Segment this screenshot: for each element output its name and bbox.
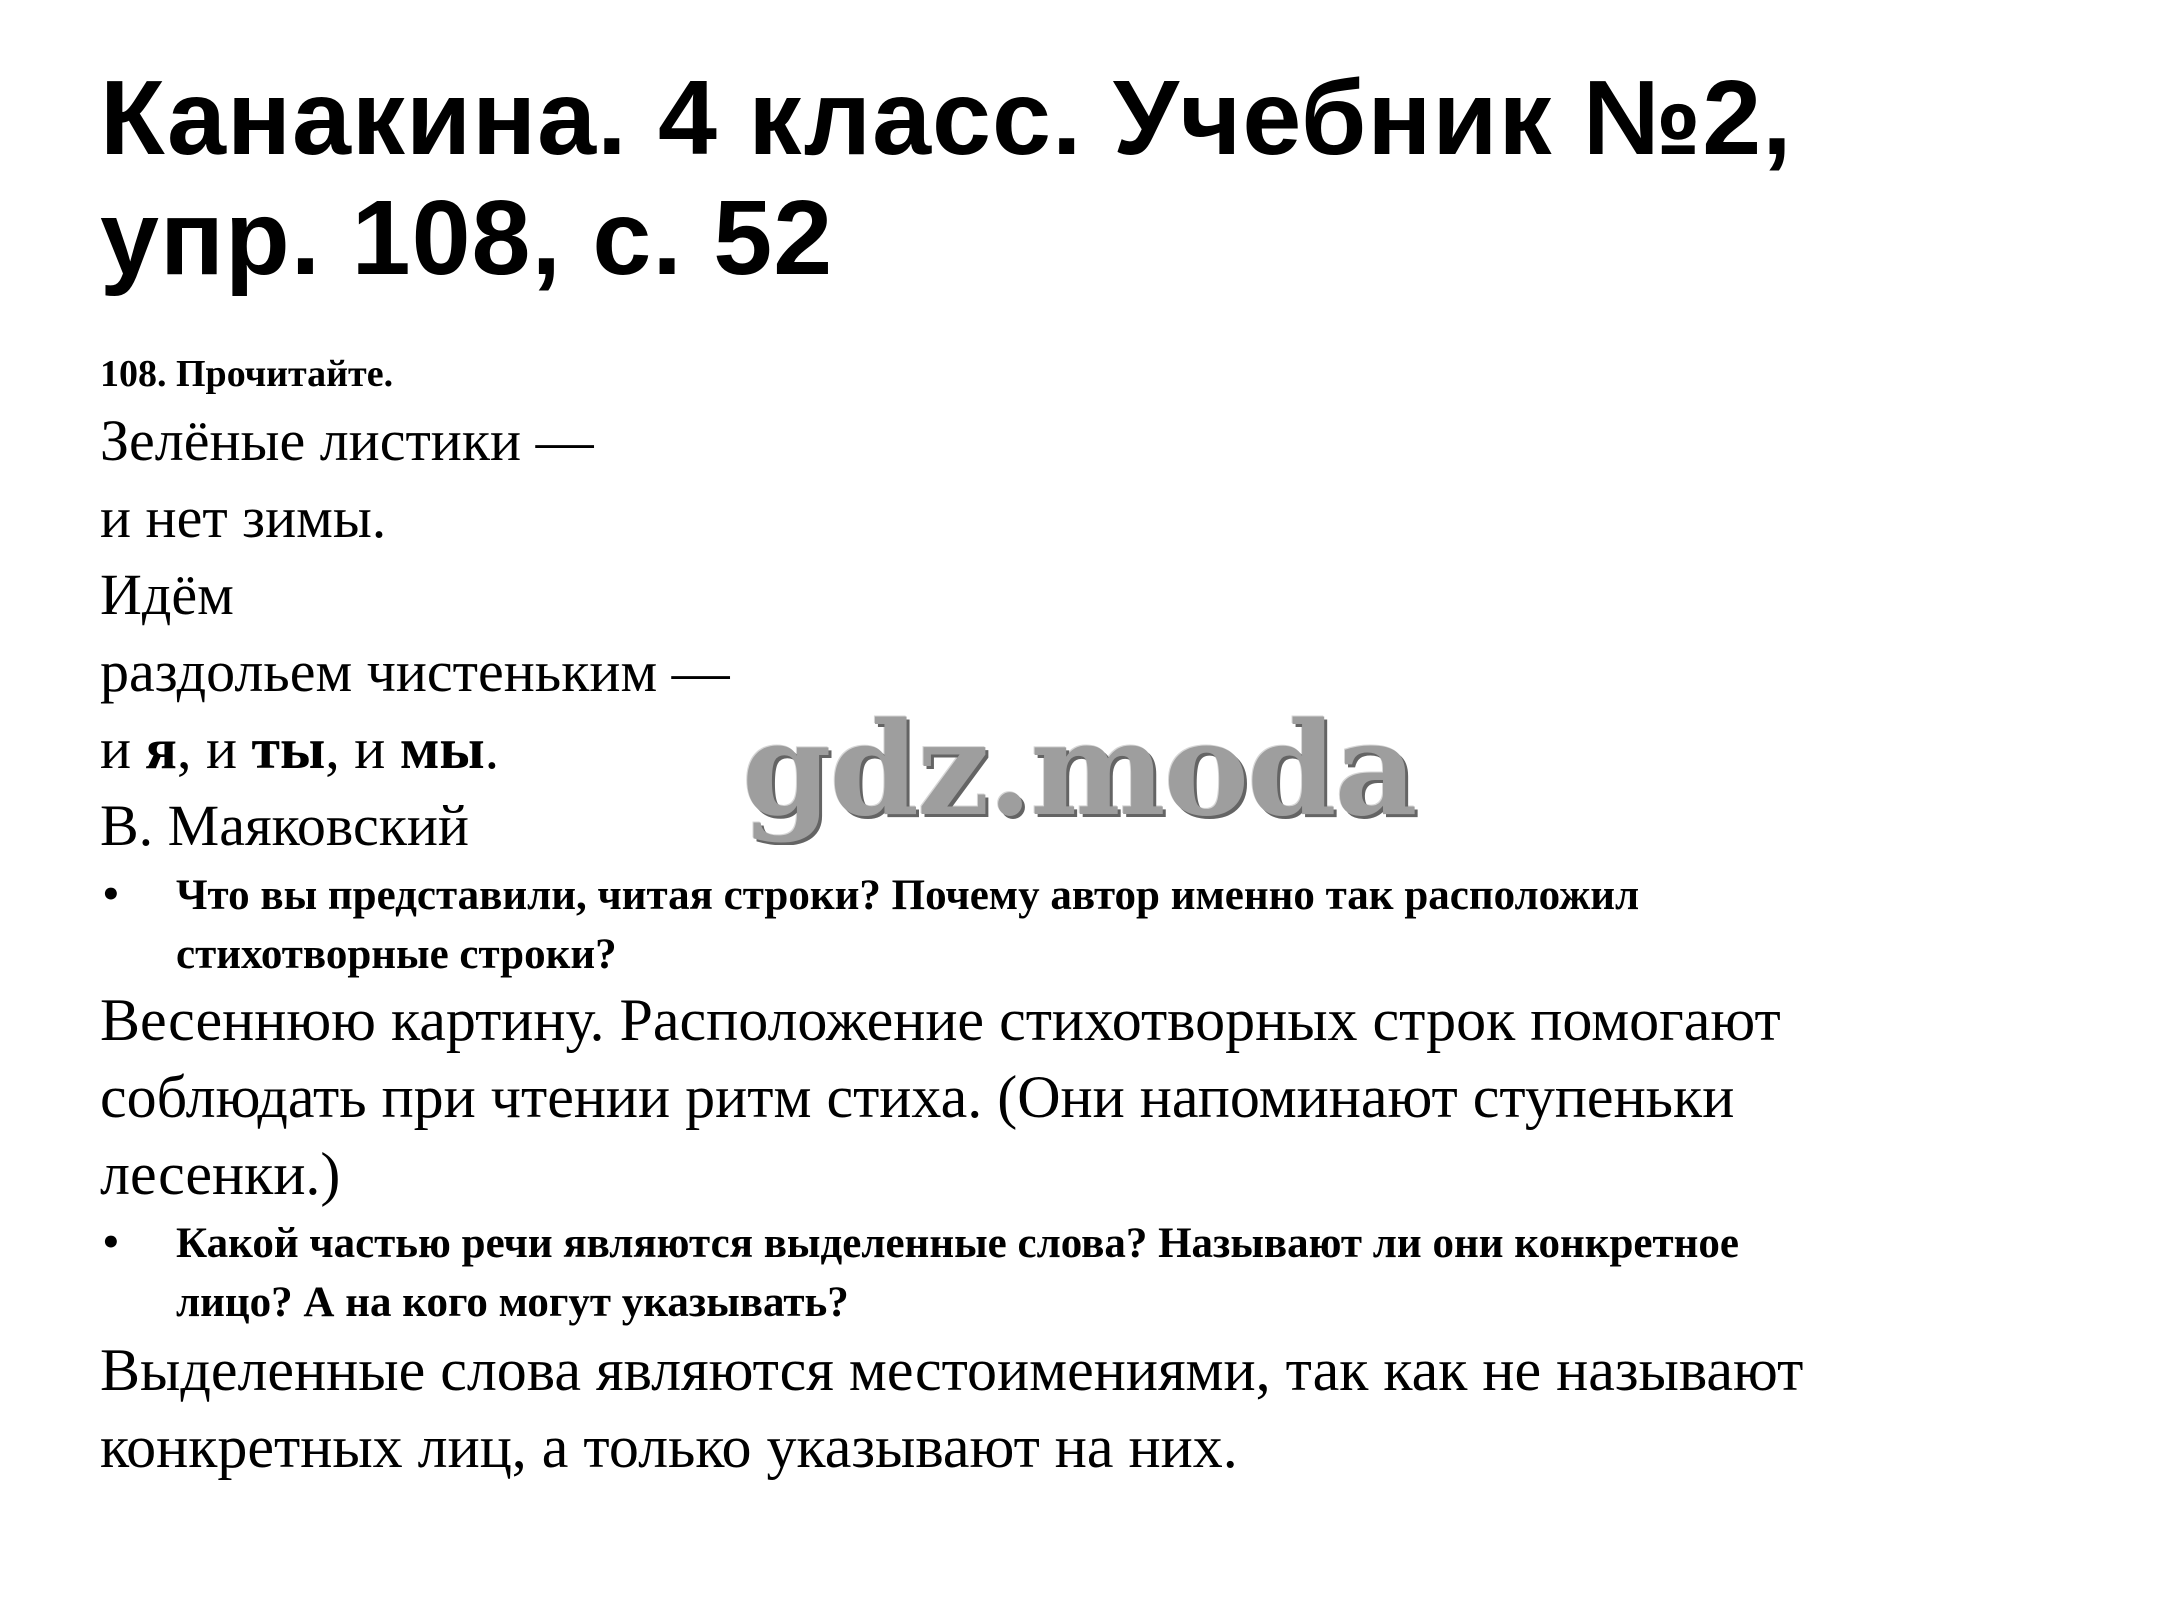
poem-line: и нет зимы. bbox=[100, 485, 387, 550]
highlighted-word: ты bbox=[251, 716, 326, 781]
page-title bbox=[100, 58, 2100, 298]
bullet-icon: • bbox=[100, 1223, 122, 1263]
answer-1 bbox=[100, 982, 1781, 1213]
bullet-icon: • bbox=[100, 875, 122, 915]
poem-text: . bbox=[484, 716, 500, 781]
answer-line: конкретных лиц, а только указывают на них. bbox=[100, 1414, 1238, 1480]
question-line: стихотворные строки? bbox=[176, 931, 617, 978]
answer-line: соблюдать при чтении ритм стиха. (Они напоминают ступеньки bbox=[100, 1064, 1735, 1130]
poem bbox=[100, 402, 730, 864]
watermark-logo: gdz.moda bbox=[742, 695, 1416, 845]
title-line-1: Канакина. 4 класс. Учебник №2, bbox=[100, 59, 1793, 177]
poem-author: В. Маяковский bbox=[100, 793, 469, 858]
poem-text: , и bbox=[176, 716, 252, 781]
title-line-2: упр. 108, с. 52 bbox=[100, 179, 834, 297]
answer-line: Весеннюю картину. Расположение стихотворных строк помогают bbox=[100, 987, 1781, 1053]
question-line: лицо? А на кого могут указывать? bbox=[176, 1279, 849, 1326]
poem-line: Идём bbox=[100, 562, 234, 627]
answer-line: Выделенные слова являются местоимениями, так как не называют bbox=[100, 1337, 1804, 1403]
poem-line: раздольем чистеньким — bbox=[100, 639, 730, 704]
poem-line: Зелёные листики — bbox=[100, 408, 594, 473]
answer-line: лесенки.) bbox=[100, 1141, 341, 1207]
poem-text: и bbox=[100, 716, 146, 781]
question-line: Что вы представили, читая строки? Почему автор именно так расположил bbox=[176, 872, 1640, 919]
question-text bbox=[176, 1214, 2126, 1332]
task-heading: 108. Прочитайте. bbox=[100, 353, 394, 395]
question-1 bbox=[100, 866, 2100, 984]
poem-text: , и bbox=[325, 716, 400, 781]
question-text bbox=[176, 866, 2126, 984]
poem-line-pronouns bbox=[100, 710, 730, 787]
highlighted-word: я bbox=[145, 716, 177, 781]
highlighted-word: мы bbox=[399, 716, 485, 781]
answer-2 bbox=[100, 1332, 1803, 1486]
question-2 bbox=[100, 1214, 2100, 1332]
question-line: Какой частью речи являются выделенные слова? Называют ли они конкретное bbox=[176, 1220, 1739, 1267]
